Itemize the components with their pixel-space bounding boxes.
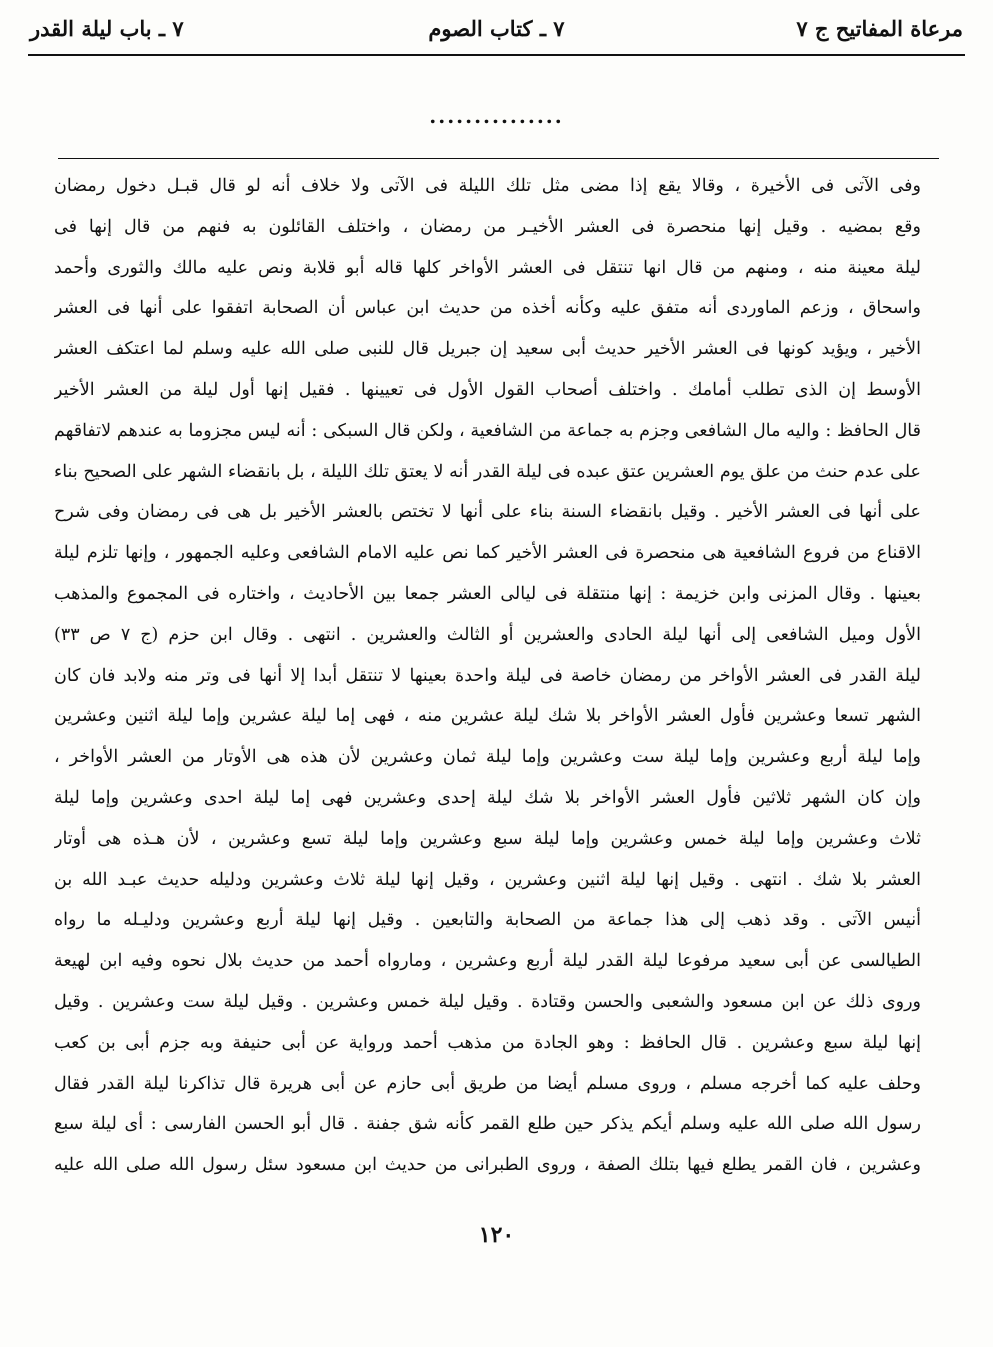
running-header [30,16,963,50]
text-line: واسحاق ، وزعم الماوردى أنه متفق عليه وكأنه أخذه من حديث ابن عباس أن الصحابة اتفقوا على أنها فى العشر [54,298,921,319]
text-line: العشر بلا شك . انتهى . وقيل إنها ليلة اثنين وعشرين ، وقيل إنها ليلة ثلاث وعشرين ودليله حديث عبـد الله بن [54,869,921,890]
ornament-dots: ............... [429,104,564,128]
header-book-title: مرعاة المفاتيح ج ٧ [796,16,963,41]
text-line: على عدم حنث من علق يوم العشرين عتق عبده فى ليلة القدر أنه لا يعتق تلك الليلة ، بل بانقضاء الشهر على الصحيح بناء [54,461,921,482]
text-line: الأوسط إن الذى تطلب أمامك . واختلف أصحاب القول الأول فى تعيينها . فقيل إنها أول ليلة من العشر الأخير [54,379,921,400]
text-line: ليلة القدر فى العشر الأواخر من رمضان خاصة فى ليلة واحدة بعينها لا تنتقل أبدا إلا أنها فى وتر منه ولابد فان كان [54,665,921,686]
text-line: أنيس الآتى . وقد ذهب إلى هذا جماعة من الصحابة والتابعين . وقيل إنها ليلة أربع وعشرين ودليـله ما رواه [54,910,921,931]
text-line: الأول وميل الشافعى إلى أنها ليلة الحادى والعشرين أو الثالث والعشرين . انتهى . وقال ابن حزم (ج ٧ ص ٣٣) [54,624,921,645]
header-chapter: ٧ ـ كتاب الصوم [428,16,565,41]
body-text [54,166,921,1186]
text-line: وروى ذلك عن ابن مسعود والشعبى والحسن وقتادة . وقيل ليلة خمس وعشرين . وقيل ليلة ست وعشرين . وقيل [54,991,921,1012]
text-line: وقع بمضيه . وقيل إنها منحصرة فى العشر الأخيـر من رمضان ، واختلف القائلون به فنهم من قال إنها فى [54,216,921,237]
text-line: على أنها فى العشر الأخير . وقيل بانقضاء السنة بناء على أنها لا تختص بالعشر الأخير بل هى فى رمضان وفى شرح [54,502,921,523]
text-line: ثلاث وعشرين وإما ليلة خمس وعشرين وإما ليلة سبع وعشرين وإما ليلة تسع وعشرين ، لأن هـذه هى أوتار [54,828,921,849]
text-line: بعينها . وقال المزنى وابن خزيمة : إنها منتقلة فى ليالى العشر جمعا بين الأحاديث ، واختاره فى المجموع والمذهب [54,583,921,604]
text-line: وحلف عليه كما أخرجه مسلم ، وروى مسلم أيضا من طريق أبى حازم عن أبى هريرة قال تذاكرنا ليلة القدر فقال [54,1073,921,1094]
header-section: ٧ ـ باب ليلة القدر [30,16,184,41]
text-line: إنها ليلة سبع وعشرين . قال الحافظ : وهو الجادة من مذهب أحمد ورواية عن أبى حنيفة وبه جزم أبى بن كعب [54,1032,921,1053]
text-line: وعشرين ، فان القمر يطلع فيها بتلك الصفة ، وروى الطبرانى من حديث ابن مسعود سئل رسول الله صلى الله عليه [54,1155,921,1176]
text-line: رسول الله صلى الله عليه وسلم أيكم يذكر حين طلع القمر كأنه شق جفنة . قال أبو الحسن الفارسى : أى ليلة سبع [54,1114,921,1135]
text-line: ليلة معينة منه ، ومنهم من قال انها تنتقل فى العشر الأواخر كلها قاله أبو قلابة ونص عليه مالك والثورى وأحمد [54,257,921,278]
text-line: الطيالسى عن أبى سعيد مرفوعا ليلة القدر ليلة أربع وعشرين ، ومارواه أحمد من حديث بلال نحوه وفيه ابن لهيعة [54,951,921,972]
text-line: وفى الآتى فى الأخيرة ، وقالا يقع إذا مضى مثل تلك الليلة فى الآتى ولا خلاف أنه لو قال قبـل دخول رمضان [54,176,921,196]
section-divider [58,158,939,159]
header-divider [28,54,965,56]
text-line: الشهر تسعا وعشرين فأول العشر الأواخر بلا شك ليلة عشرين منه ، فهى إما ليلة عشرين وإما ليلة اثنين وعشرين [54,706,921,727]
page-number: ١٢٠ [478,1222,515,1248]
text-line: قال الحافظ : واليه مال الشافعى وجزم به جماعة من الشافعية ، ولكن قال السبكى : أنه ليس مجزوما به عندهم لاتفاقهم [54,420,921,441]
text-line: الأخير ، ويؤيد كونها فى العشر الأخير حديث أبى سعيد إن جبريل قال للنبى صلى الله عليه وسلم لما اعتكف العشر [54,339,921,360]
text-line: الاقناع من فروع الشافعية هى منحصرة فى العشر الأخير كما نص عليه الامام الشافعى وعليه الجمهور ، وإنها تلزم ليلة [54,543,921,564]
text-line: وإن كان الشهر ثلاثين فأول العشر الأواخر بلا شك ليلة إحدى وعشرين فهى إما ليلة احدى وعشرين وإما ليلة [54,787,921,808]
text-line: وإما ليلة أربع وعشرين وإما ليلة ست وعشرين وإما ليلة ثمان وعشرين لأن هذه هى الأوتار من العشر الأواخر ، [54,747,921,768]
